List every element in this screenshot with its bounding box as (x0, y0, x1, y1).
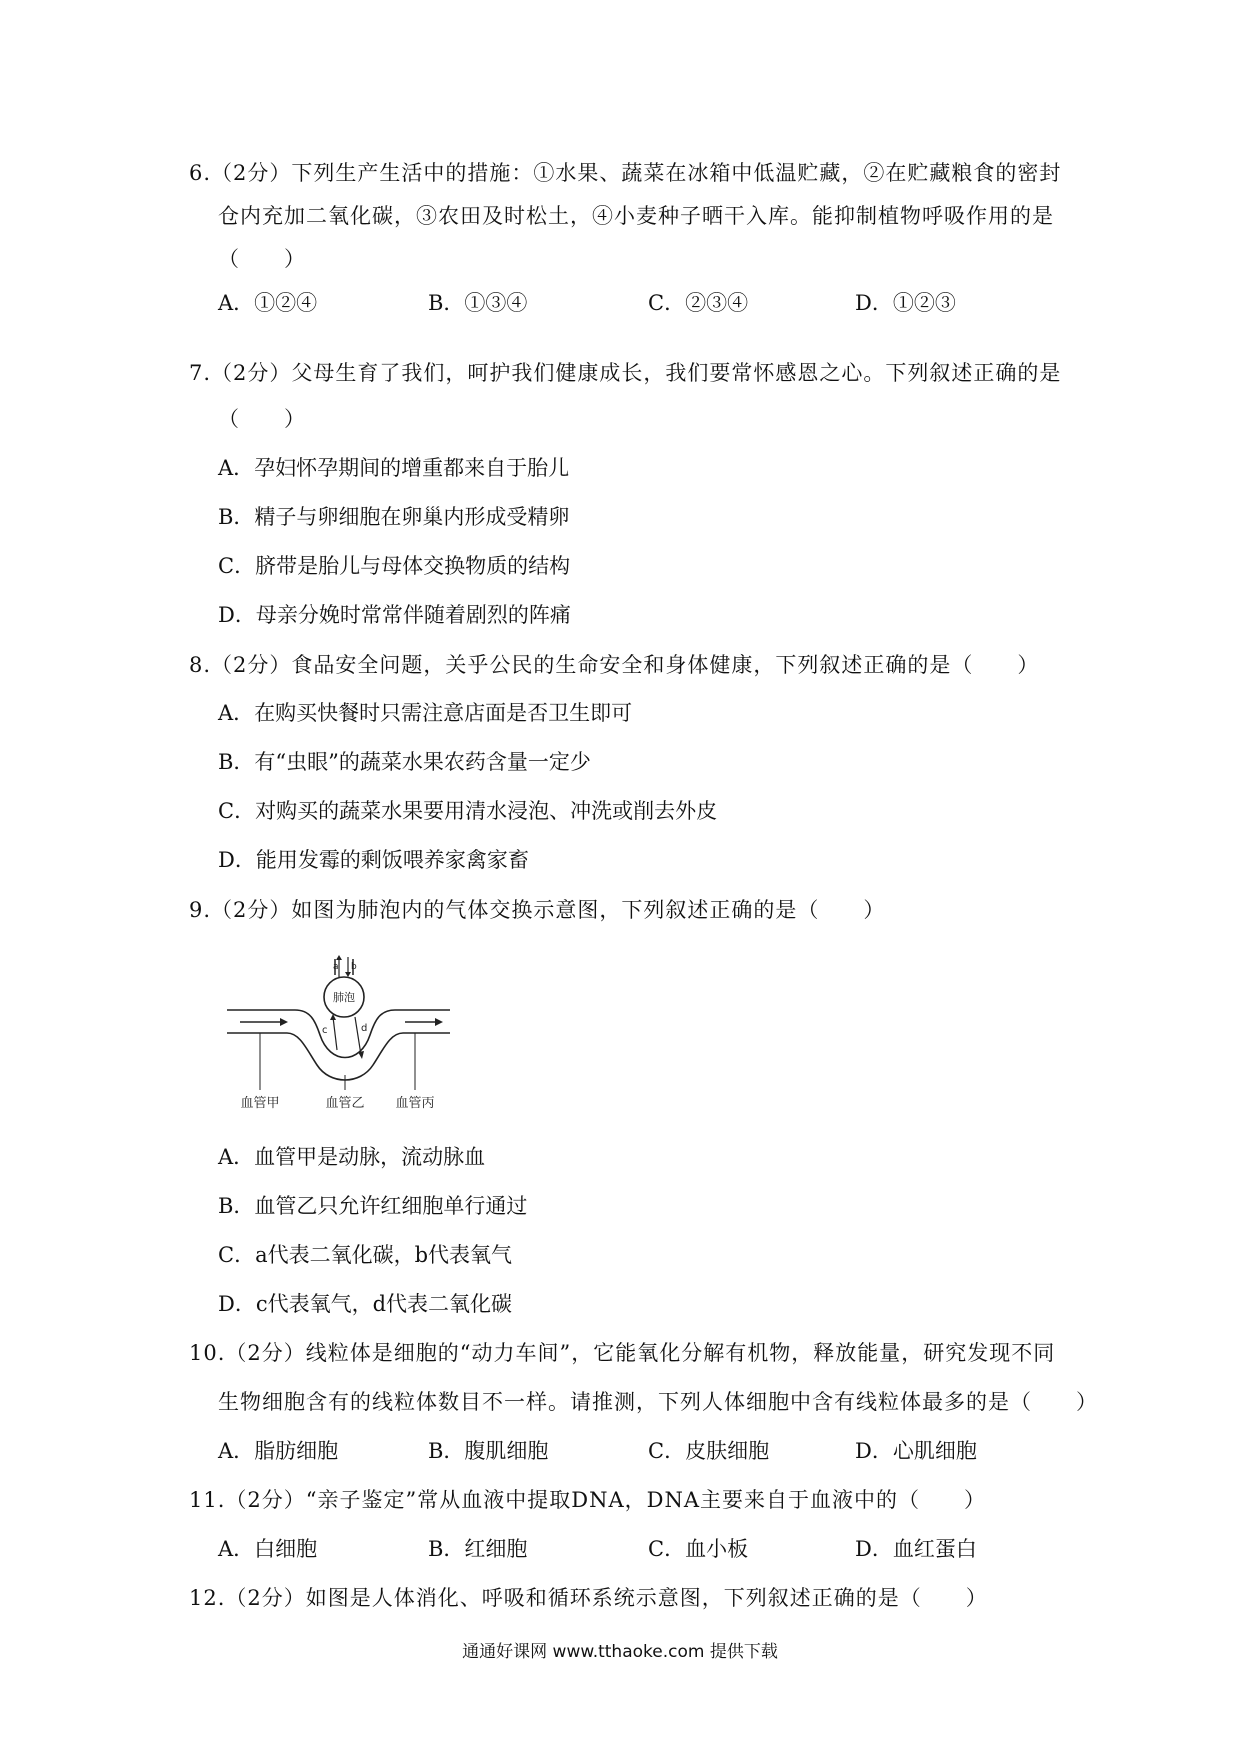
q10-option-c: C．皮肤细胞 (648, 1439, 770, 1463)
label-d: d (361, 1023, 368, 1034)
q8-line-1: 8.（2分）食品安全问题，关乎公民的生命安全和身体健康，下列叙述正确的是（ ） (189, 653, 1040, 677)
alveolus-label: 肺泡 (333, 991, 355, 1004)
arrow-a-head (336, 955, 342, 960)
alveolus-gas-exchange-diagram (225, 955, 455, 1115)
q6-option-b: B．①③④ (428, 291, 528, 315)
q11-line-1: 11.（2分）“亲子鉴定”常从血液中提取DNA，DNA主要来自于血液中的（ ） (189, 1488, 986, 1512)
q7-option-c: C．脐带是胎儿与母体交换物质的结构 (218, 554, 571, 578)
q11-option-a: A．白细胞 (218, 1537, 318, 1561)
vessel2-label: 血管乙 (325, 1096, 365, 1111)
label-b: b (351, 962, 357, 972)
q8-option-c: C．对购买的蔬菜水果要用清水浸泡、冲洗或削去外皮 (218, 799, 718, 823)
label-c: c (322, 1025, 328, 1036)
q7-option-b: B．精子与卵细胞在卵巢内形成受精卵 (218, 505, 570, 529)
flow-arrow-left-head (280, 1018, 288, 1026)
q8-option-a: A．在购买快餐时只需注意店面是否卫生即可 (218, 701, 633, 725)
q7-option-a: A．孕妇怀孕期间的增重都来自于胎儿 (218, 456, 570, 480)
q6-option-c: C．②③④ (648, 291, 749, 315)
vessel1-label: 血管甲 (240, 1096, 280, 1111)
q8-option-d: D．能用发霉的剩饭喂养家禽家畜 (218, 848, 529, 872)
q6-line-3: （ ） (218, 247, 306, 271)
q10-line-2: 生物细胞含有的线粒体数目不一样。请推测，下列人体细胞中含有线粒体最多的是（ ） (218, 1390, 1098, 1414)
q6-option-d: D．①②③ (855, 291, 956, 315)
q9-line-1: 9.（2分）如图为肺泡内的气体交换示意图，下列叙述正确的是（ ） (189, 898, 886, 922)
q7-line-2: （ ） (218, 407, 306, 431)
q9-option-a: A．血管甲是动脉，流动脉血 (218, 1145, 486, 1169)
q11-option-b: B．红细胞 (428, 1537, 528, 1561)
q10-option-a: A．脂肪细胞 (218, 1439, 339, 1463)
q6-line-1: 6.（2分）下列生产生活中的措施：①水果、蔬菜在冰箱中低温贮藏，②在贮藏粮食的密封 (189, 161, 1062, 185)
q12-line-1: 12.（2分）如图是人体消化、呼吸和循环系统示意图，下列叙述正确的是（ ） (189, 1586, 988, 1610)
arrow-b-head (345, 972, 351, 977)
page-footer: 通通好课网 www.tthaoke.com 提供下载 (462, 1642, 778, 1662)
q10-line-1: 10.（2分）线粒体是细胞的“动力车间”，它能氧化分解有机物，释放能量，研究发现不同 (189, 1341, 1056, 1365)
q6-line-2: 仓内充加二氧化碳，③农田及时松土，④小麦种子晒干入库。能抑制植物呼吸作用的是 (218, 204, 1054, 228)
arrow-c (333, 1017, 337, 1050)
q9-option-c: C．a代表二氧化碳，b代表氧气 (218, 1243, 513, 1267)
flow-arrow-right-head (435, 1018, 443, 1026)
vessel3-label: 血管丙 (395, 1096, 435, 1111)
q7-option-d: D．母亲分娩时常常伴随着剧烈的阵痛 (218, 603, 571, 627)
q7-line-1: 7.（2分）父母生育了我们，呵护我们健康成长，我们要常怀感恩之心。下列叙述正确的是 (189, 361, 1062, 385)
q6-option-a: A．①②④ (218, 291, 318, 315)
q9-option-b: B．血管乙只允许红细胞单行通过 (218, 1194, 528, 1218)
q9-option-d: D．c代表氧气，d代表二氧化碳 (218, 1292, 513, 1316)
q10-option-d: D．心肌细胞 (855, 1439, 977, 1463)
q8-option-b: B．有“虫眼”的蔬菜水果农药含量一定少 (218, 750, 591, 774)
q11-option-d: D．血红蛋白 (855, 1537, 977, 1561)
label-a: a (333, 962, 339, 972)
q10-option-b: B．腹肌细胞 (428, 1439, 549, 1463)
arrow-d-head (358, 1051, 364, 1059)
q11-option-c: C．血小板 (648, 1537, 749, 1561)
